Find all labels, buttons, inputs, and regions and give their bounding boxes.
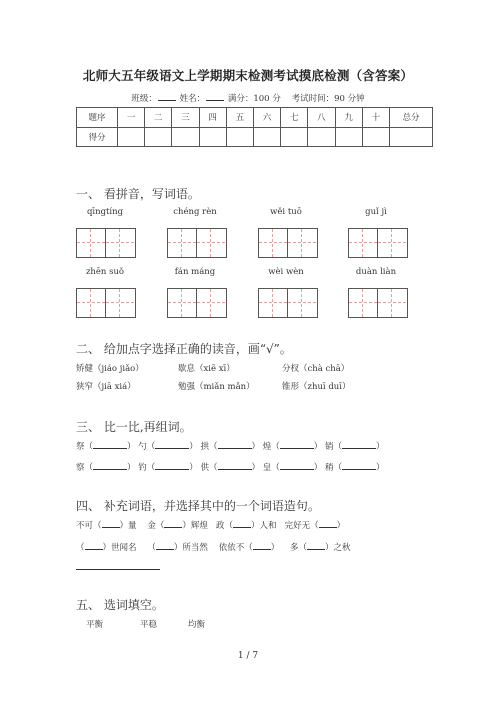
col-2: 二 (145, 108, 172, 128)
writing-box[interactable] (258, 228, 318, 258)
answer-blank[interactable] (93, 461, 127, 470)
answer-blank[interactable] (280, 440, 314, 449)
char: 拱 (200, 442, 209, 452)
answer-blank[interactable] (102, 519, 120, 528)
writing-box[interactable] (167, 288, 227, 318)
sentence-line[interactable] (76, 569, 160, 570)
idiom-pre: 政（ (215, 521, 233, 531)
col-1: 一 (118, 108, 145, 128)
char: 钓 (138, 463, 147, 473)
idiom-post: ） (336, 521, 346, 531)
reading-option[interactable]: 锥形（zhuī duī） (282, 382, 351, 392)
col-5: 五 (226, 108, 253, 128)
reading-option[interactable]: 勉强（miǎn mǎn） (178, 382, 255, 392)
pinyin-item: chéng rèn (173, 207, 217, 217)
idiom-post: ）所当然 (173, 543, 208, 553)
answer-blank[interactable] (253, 541, 271, 550)
page-number: 1 / 7 (237, 651, 259, 661)
char: 供 (200, 463, 209, 473)
section3-heading: 三、 比一比,再组词。 (76, 420, 192, 434)
idiom-pre: （ (76, 543, 85, 553)
class-blank (158, 100, 176, 101)
idiom-pre: 完好无（ (284, 521, 319, 531)
writing-box[interactable] (76, 228, 136, 258)
answer-blank[interactable] (155, 440, 189, 449)
idiom-post: ）量 (119, 521, 137, 531)
answer-blank[interactable] (164, 519, 182, 528)
col-3: 三 (172, 108, 199, 128)
score-table (76, 107, 433, 147)
idiom-pre: 依依不（ (218, 543, 253, 553)
col-7: 七 (281, 108, 308, 128)
col-6: 六 (253, 108, 280, 128)
document-title: 北师大五年级语文上学期期末检测考试摸底检测（含答案） (82, 68, 414, 83)
full-score: 满分：100 分 (227, 94, 281, 104)
writing-box[interactable] (167, 228, 227, 258)
idiom-row-2 (76, 541, 351, 553)
writing-box[interactable] (258, 288, 318, 318)
idiom-row-1 (76, 519, 345, 531)
pinyin-item: zhēn suǒ (85, 267, 125, 277)
answer-blank[interactable] (280, 461, 314, 470)
row-label: 得分 (77, 127, 118, 147)
answer-blank[interactable] (233, 519, 251, 528)
compare-row-1: 祭（ ） 勺（ ） 拱（ ） 煌（ ） 销（ ） (76, 442, 385, 452)
word-option: 均衡 (188, 620, 206, 630)
reading-option[interactable]: 分杈（chà chā） (282, 364, 350, 374)
answer-blank[interactable] (319, 519, 337, 528)
char: 稍 (324, 463, 334, 473)
writing-box[interactable] (348, 228, 408, 258)
writing-box[interactable] (348, 288, 408, 318)
answer-blank[interactable] (156, 541, 174, 550)
answer-blank[interactable] (85, 541, 103, 550)
idiom-pre: 金（ (147, 521, 165, 531)
pinyin-item: fán máng (174, 267, 216, 277)
exam-info (0, 92, 496, 104)
col-4: 四 (199, 108, 226, 128)
idiom-pre: 不可（ (76, 521, 102, 531)
char: 销 (324, 442, 334, 452)
col-10: 十 (362, 108, 389, 128)
score-header-row (77, 108, 433, 128)
name-blank (206, 100, 224, 101)
reading-option[interactable]: 歇息（xiē xī） (178, 364, 235, 374)
reading-option[interactable]: 矫健（jiáo jiǎo） (76, 364, 144, 374)
section5-heading: 五、 选词填空。 (76, 598, 164, 612)
class-label: 班级： (131, 94, 157, 104)
writing-box[interactable] (76, 288, 136, 318)
col-9: 九 (335, 108, 362, 128)
idiom-post: ）人和 (251, 521, 277, 531)
word-option: 平稳 (140, 620, 158, 630)
exam-time: 考试时间：90 分钟 (291, 94, 365, 104)
header-label: 题序 (77, 108, 118, 128)
char: 煌 (262, 442, 272, 452)
pinyin-item: qīngtíng (86, 207, 124, 217)
answer-blank[interactable] (93, 440, 127, 449)
col-total: 总分 (390, 108, 433, 128)
char: 勺 (138, 442, 147, 452)
compare-row-2: 察（ ） 钓（ ） 供（ ） 皇（ ） 稍（ ） (76, 463, 385, 473)
answer-blank[interactable] (342, 440, 376, 449)
answer-blank[interactable] (155, 461, 189, 470)
reading-option[interactable]: 狭窄（jiā xiá） (76, 382, 136, 392)
pinyin-item: wèi wèn (268, 267, 304, 277)
pinyin-item: guǐ jì (365, 207, 387, 217)
col-8: 八 (308, 108, 335, 128)
name-label: 姓名： (179, 94, 206, 104)
idiom-post: ）世闻名 (102, 543, 137, 553)
idiom-post: ） (270, 543, 280, 553)
answer-blank[interactable] (218, 461, 252, 470)
answer-blank[interactable] (307, 541, 325, 550)
section4-heading: 四、 补充词语，并选择其中的一个词语造句。 (76, 499, 320, 513)
idiom-post: ）之秋 (325, 543, 351, 553)
answer-blank[interactable] (342, 461, 376, 470)
idiom-pre: （ (147, 543, 156, 553)
pinyin-item: wěi tuō (270, 207, 302, 217)
char: 察 (76, 463, 85, 473)
section2-heading: 二、 给加点字选择正确的读音，画“√”。 (76, 342, 292, 356)
char: 皇 (262, 463, 272, 473)
answer-blank[interactable] (218, 440, 252, 449)
score-row (77, 127, 433, 147)
idiom-pre: 多（ (290, 543, 308, 553)
word-option: 平衡 (86, 620, 104, 630)
section1-heading: 一、 看拼音，写词语。 (76, 187, 200, 201)
idiom-post: ）辉煌 (182, 521, 208, 531)
pinyin-item: duàn liàn (355, 267, 397, 277)
char: 祭 (76, 442, 85, 452)
